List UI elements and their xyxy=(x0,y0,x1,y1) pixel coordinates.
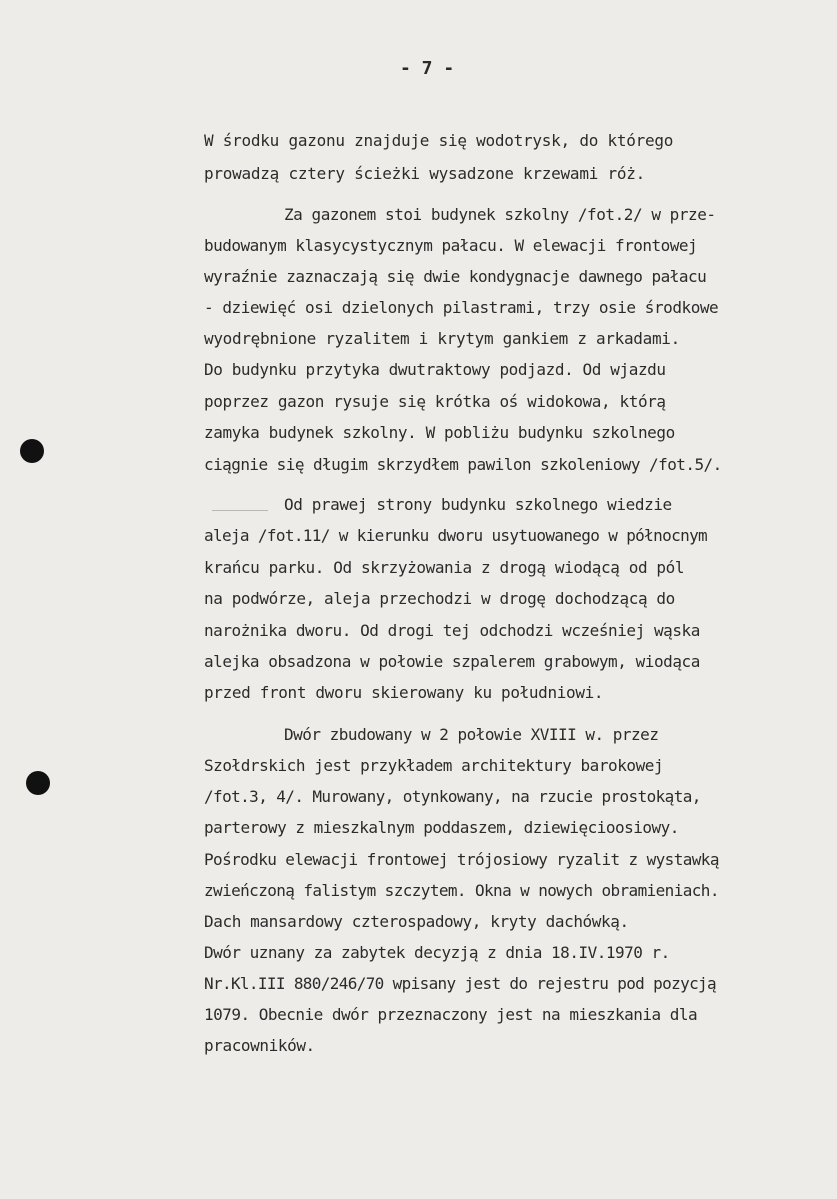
text-line: krańcu parku. Od skrzyżowania z drogą wiodącą od pól xyxy=(204,558,685,577)
text-line: Dach mansardowy czterospadowy, kryty dachówką. xyxy=(204,912,629,931)
text-line: wyraźnie zaznaczają się dwie kondygnacje dawnego pałacu xyxy=(204,267,707,286)
text-line: prowadzą cztery ścieżki wysadzone krzewami róż. xyxy=(204,164,645,183)
text-line: Pośrodku elewacji frontowej trójosiowy ryzalit z wystawką xyxy=(204,850,719,869)
text-line: Szołdrskich jest przykładem architektury barokowej xyxy=(204,756,664,775)
text-line: aleja /fot.11/ w kierunku dworu usytuowanego w północnym xyxy=(204,526,708,545)
text-line: narożnika dworu. Od drogi tej odchodzi wcześniej wąska xyxy=(204,621,700,640)
text-line: Nr.Kl.III 880/246/70 wpisany jest do rejestru pod pozycją xyxy=(204,974,717,993)
text-line: wyodrębnione ryzalitem i krytym gankiem z arkadami. xyxy=(204,329,680,348)
text-line: alejka obsadzona w połowie szpalerem grabowym, wiodąca xyxy=(204,652,700,671)
text-line: poprzez gazon rysuje się krótka oś widokowa, którą xyxy=(204,392,666,411)
text-line: zamyka budynek szkolny. W pobliżu budynku szkolnego xyxy=(204,423,675,442)
text-line: przed front dworu skierowany ku południowi. xyxy=(204,683,604,702)
text-line: Za gazonem stoi budynek szkolny /fot.2/ w prze- xyxy=(284,205,716,224)
text-line: /fot.3, 4/. Murowany, otynkowany, na rzucie prostokąta, xyxy=(204,787,701,806)
page-number: - 7 - xyxy=(400,58,455,79)
text-line: Dwór uznany za zabytek decyzją z dnia 18.IV.1970 r. xyxy=(204,943,670,962)
text-line: budowanym klasycystycznym pałacu. W elewacji frontowej xyxy=(204,236,698,255)
text-line: na podwórze, aleja przechodzi w drogę dochodzącą do xyxy=(204,589,675,608)
text-line: W środku gazonu znajduje się wodotrysk, do którego xyxy=(204,131,674,150)
text-line: Od prawej strony budynku szkolnego wiedzie xyxy=(284,495,672,514)
text-line: 1079. Obecnie dwór przeznaczony jest na mieszkania dla xyxy=(204,1005,698,1024)
text-line: zwieńczoną falistym szczytem. Okna w nowych obramieniach. xyxy=(204,881,719,900)
text-line: Do budynku przytyka dwutraktowy podjazd. Od wjazdu xyxy=(204,360,666,379)
text-line: parterowy z mieszkalnym poddaszem, dziewięcioosiowy. xyxy=(204,818,679,837)
text-line: pracowników. xyxy=(204,1036,315,1055)
text-line: ciągnie się długim skrzydłem pawilon szkoleniowy /fot.5/. xyxy=(204,455,722,474)
text-line: - dziewięć osi dzielonych pilastrami, trzy osie środkowe xyxy=(204,298,719,317)
text-line: Dwór zbudowany w 2 połowie XVIII w. przez xyxy=(284,725,659,744)
